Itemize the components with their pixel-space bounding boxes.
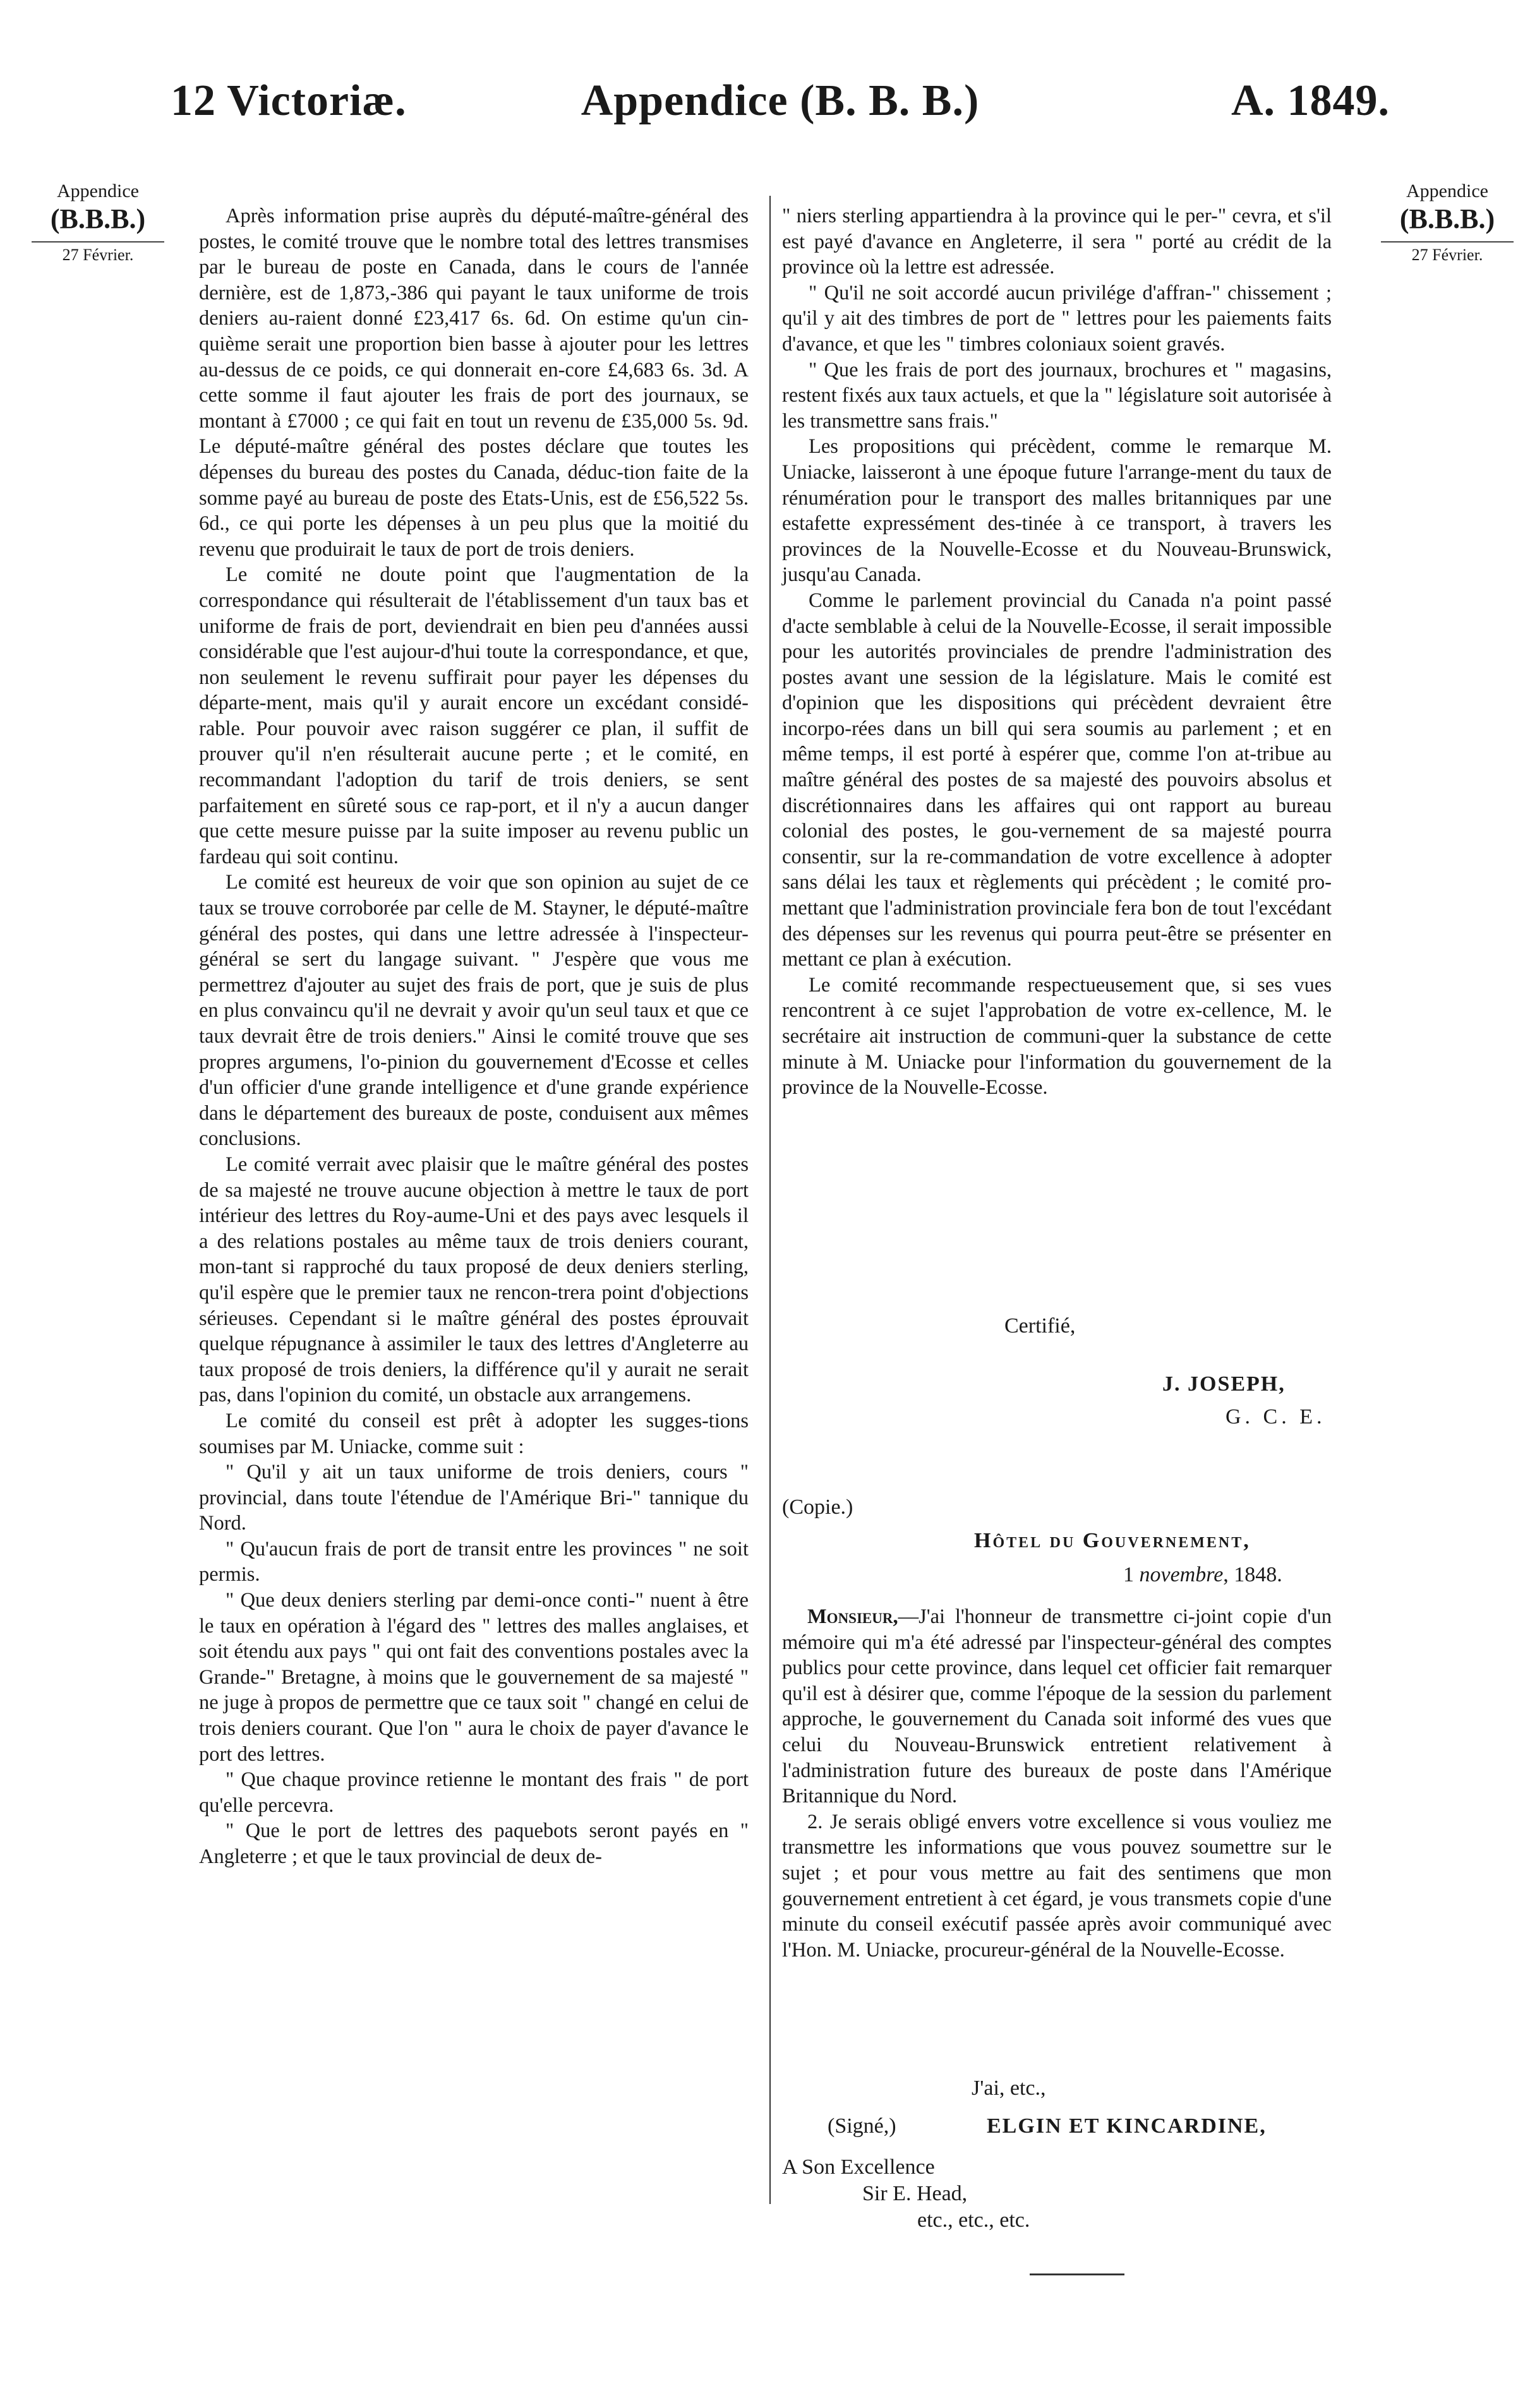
letter-place: Hôtel du Gouvernement, — [974, 1529, 1251, 1552]
page-header — [171, 76, 1390, 145]
paragraph: Les propositions qui précèdent, comme le remarque M. Uniacke, laisseront à une époque future l'arrange-ment du taux de rénumération pour le transport des malles britanniques par une estafette expressément des-tinée à ce transport, à travers les provinces de la Nouvelle-Ecosse et du Nouveau-Brunswick, jusqu'au Canada. — [782, 435, 1332, 587]
certifier-title: G. C. E. — [1226, 1405, 1326, 1429]
quoted-suggestion: " Qu'il y ait un taux uniforme de trois deniers, cours " provincial, dans toute l'étendue de l'Amérique Bri-" tannique du Nord. — [199, 1461, 749, 1535]
addressee-line: Sir E. Head, — [862, 2182, 968, 2205]
letter-closing: J'ai, etc., — [972, 2076, 1046, 2100]
date-year: , 1848. — [1223, 1563, 1282, 1586]
paragraph: Le comité est heureux de voir que son opinion au sujet de ce taux se trouve corroborée par celle de M. Stayner, le député-maître général des postes, qui dans une lettre adressée à l'inspecteur-général se sert du langage suivant. " J'espère que vous me permettrez d'ajouter au sujet des frais de port, que je suis de plus en plus convaincu qu'il ne devrait y avoir qu'un seul taux et que ce taux devrait être de trois deniers." Ainsi le comité trouve que ses propres argumens, l'o-pinion du gouvernement d'Ecosse et celles d'un officier d'une grande intelligence et d'une grande expérience dans le département des bureaux de poste, conduisent aux mêmes conclusions. — [199, 871, 749, 1151]
right-column — [782, 203, 1332, 1101]
signed-label: (Signé,) — [828, 2114, 896, 2138]
quoted-suggestion: " Que chaque province retienne le montant des frais " de port qu'elle percevra. — [199, 1768, 749, 1817]
header-year: A. 1849. — [1231, 76, 1390, 125]
letter-paragraph — [782, 1604, 1332, 1809]
margin-note-right — [1381, 180, 1514, 265]
date-day: 1 — [1123, 1563, 1134, 1586]
paragraph: Le comité verrait avec plaisir que le maître général des postes de sa majesté ne trouve aucune objection à mettre le taux de port intérieur des lettres du Roy-aume-Uni et des pays avec lesquels il a des relations postales au même taux de trois deniers courant, mon-tant si rapproché du taux proposé de deux deniers sterling, qu'il espère que le premier taux ne rencon-trera point d'objections sérieuses. Cependant si le maître général des postes éprouvait quelque répugnance à assimiler le taux des lettres d'Angleterre au taux proposé de trois deniers, la différence qu'il y aurait ne serait pas, dans l'opinion du comité, un obstacle aux arrangemens. — [199, 1153, 749, 1407]
header-appendix: Appendice (B. B. B.) — [581, 76, 980, 125]
paragraph: Après information prise auprès du député-maître-général des postes, le comité trouve que le nombre total des lettres transmises par le bureau de poste en Canada, dans le cours de l'année dernière, est de 1,873,-386 qui payant le taux uniforme de trois deniers au-raient donné £23,417 6s. 6d. On estime qu'un cin-quième serait une proportion bien basse à ajouter pour les lettres au-dessus de ce poids, ce qui donnerait en-core £4,683 6s. 3d. A cette somme il faut ajouter les frais de port des journaux, se montant à £7000 ; ce qui fait en tout un revenu de £35,000 5s. 9d. Le député-maître général des postes déclare que toutes les dépenses du bureau des postes du Canada, déduc-tion faite de la somme payé au bureau de poste des Etats-Unis, est de £56,522 5s. 6d., ce qui porte les dépenses à un peu plus que la moitié du revenu que produirait le taux de port de trois deniers. — [199, 205, 749, 561]
certifier-name: J. JOSEPH, — [1162, 1372, 1286, 1396]
signer-name: ELGIN ET KINCARDINE, — [987, 2114, 1267, 2138]
margin-note-left — [32, 180, 164, 265]
end-rule — [1030, 2273, 1124, 2275]
margin-date: 27 Février. — [32, 241, 164, 265]
margin-appendice-label: Appendice — [57, 181, 139, 201]
column-divider — [769, 196, 771, 2204]
paragraph: Le comité recommande respectueusement que, si ses vues rencontrent à ce sujet l'approbation de votre ex-cellence, M. le secrétaire ait instruction de communi-quer la substance de cette minute à M. Uniacke pour l'information du gouvernement de la province de la Nouvelle-Ecosse. — [782, 973, 1332, 1099]
letter-paragraph: 2. Je serais obligé envers votre excellence si vous vouliez me transmettre les informations que vous pouvez soumettre sur le sujet ; et pour vous mettre au fait des sentimens que mon gouvernement entretient à cet égard, je vous transmets copie d'une minute du conseil exécutif passée après avoir communiqué avec l'Hon. M. Uniacke, procureur-général de la Nouvelle-Ecosse. — [782, 1810, 1332, 1962]
margin-appendix-code: (B.B.B.) — [1399, 203, 1495, 234]
letter-date — [1123, 1561, 1282, 1589]
quoted-suggestion: " niers sterling appartiendra à la province qui le per-" cevra, et s'il est payé d'avance en Angleterre, il sera " porté au crédit de la province où la lettre est adressée. — [782, 205, 1332, 279]
left-column — [199, 203, 749, 1870]
letter-salutation: Monsieur, — [807, 1605, 898, 1628]
date-month: novembre — [1139, 1563, 1224, 1586]
paragraph: Comme le parlement provincial du Canada n'a point passé d'acte semblable à celui de la Nouvelle-Ecosse, il serait impossible pour les autorités provinciales de prendre l'administration des postes avant une session de la législature. Mais le comité est d'opinion que les dispositions qui précèdent devraient être incorpo-rées dans un bill qui sera soumis au parlement ; et en même temps, il est porté à espérer que, comme l'on at-tribue au maître général des postes de sa majesté des pouvoirs absolus et discrétionnaires dans les affaires qui ont rapport au bureau colonial des postes, le gou-vernement de sa majesté pourra consentir, sur la re-commandation de votre excellence à adopter sans délai les taux et règlements qui précèdent ; le comité pro-mettant que l'administration provinciale fera bon de tout l'excédant des dépenses sur les revenus qui pourra peut-être se présenter en mettant ce plan à exécution. — [782, 589, 1332, 971]
header-session: 12 Victoriæ. — [171, 76, 407, 125]
margin-date: 27 Février. — [1381, 241, 1514, 265]
addressee-line: A Son Excellence — [782, 2155, 935, 2179]
quoted-suggestion: " Que les frais de port des journaux, brochures et " magasins, restent fixés aux taux actuels, et que la " législature soit autorisée à les transmettre sans frais." — [782, 358, 1332, 433]
copie-label: (Copie.) — [782, 1495, 853, 1519]
quoted-suggestion: " Qu'il ne soit accordé aucun privilége d'affran-" chissement ; qu'il y ait des timbres de port de " lettres pour les paiements faits d'avance, et que les " timbres coloniaux soient gravés. — [782, 281, 1332, 356]
quoted-suggestion: " Que le port de lettres des paquebots seront payés en " Angleterre ; et que le taux provincial de deux de- — [199, 1819, 749, 1868]
letter-paragraph-text: —J'ai l'honneur de transmettre ci-joint copie d'un mémoire qui m'a été adressé par l'inspecteur-général des comptes publics pour cette province, dans lequel cet officier fait remarquer qu'il est à désirer que, comme l'époque de la session du parlement approche, le gouvernement du Canada soit informé des vues que celui du Nouveau-Brunswick entretient relativement à l'administration future des bureaux de poste dans l'Amérique Britannique du Nord. — [782, 1605, 1332, 1808]
quoted-suggestion: " Que deux deniers sterling par demi-once conti-" nuent à être le taux en opération à l'égard des " lettres des malles anglaises, et soit étendu aux pays " qui ont fait des conventions postales avec la Grande-" Bretagne, à moins que le gouvernement de sa majesté " ne juge à propos de permettre que ce taux soit " changé en celui de trois deniers courant. Que l'on " aura le choix de payer d'avance le port des lettres. — [199, 1589, 749, 1766]
certification-label: Certifié, — [1004, 1314, 1076, 1338]
addressee-line: etc., etc., etc. — [917, 2208, 1030, 2232]
letter-body — [782, 1604, 1332, 1963]
paragraph: Le comité du conseil est prêt à adopter les sugges-tions soumises par M. Uniacke, comme suit : — [199, 1409, 749, 1458]
margin-appendix-code: (B.B.B.) — [50, 203, 146, 234]
paragraph: Le comité ne doute point que l'augmentation de la correspondance qui résulterait de l'établissement d'un taux bas et uniforme de frais de port, deviendrait en bien peu d'années aussi considérable que l'est aujour-d'hui toute la correspondance, et que, non seulement le revenu suffirait pour payer les dépenses du départe-ment, mais qu'il y aurait encore un excédant considé-rable. Pour pouvoir avec raison suggérer ce plan, il suffit de prouver qu'il n'en résulterait aucune perte ; et le comité, en recommandant l'adoption du tarif de trois deniers, se sent parfaitement en sûreté sous ce rap-port, et il n'y a aucun danger que cette mesure puisse par la suite imposer au revenu public un fardeau qui soit continu. — [199, 563, 749, 868]
quoted-suggestion: " Qu'aucun frais de port de transit entre les provinces " ne soit permis. — [199, 1537, 749, 1586]
margin-appendice-label: Appendice — [1406, 181, 1488, 201]
